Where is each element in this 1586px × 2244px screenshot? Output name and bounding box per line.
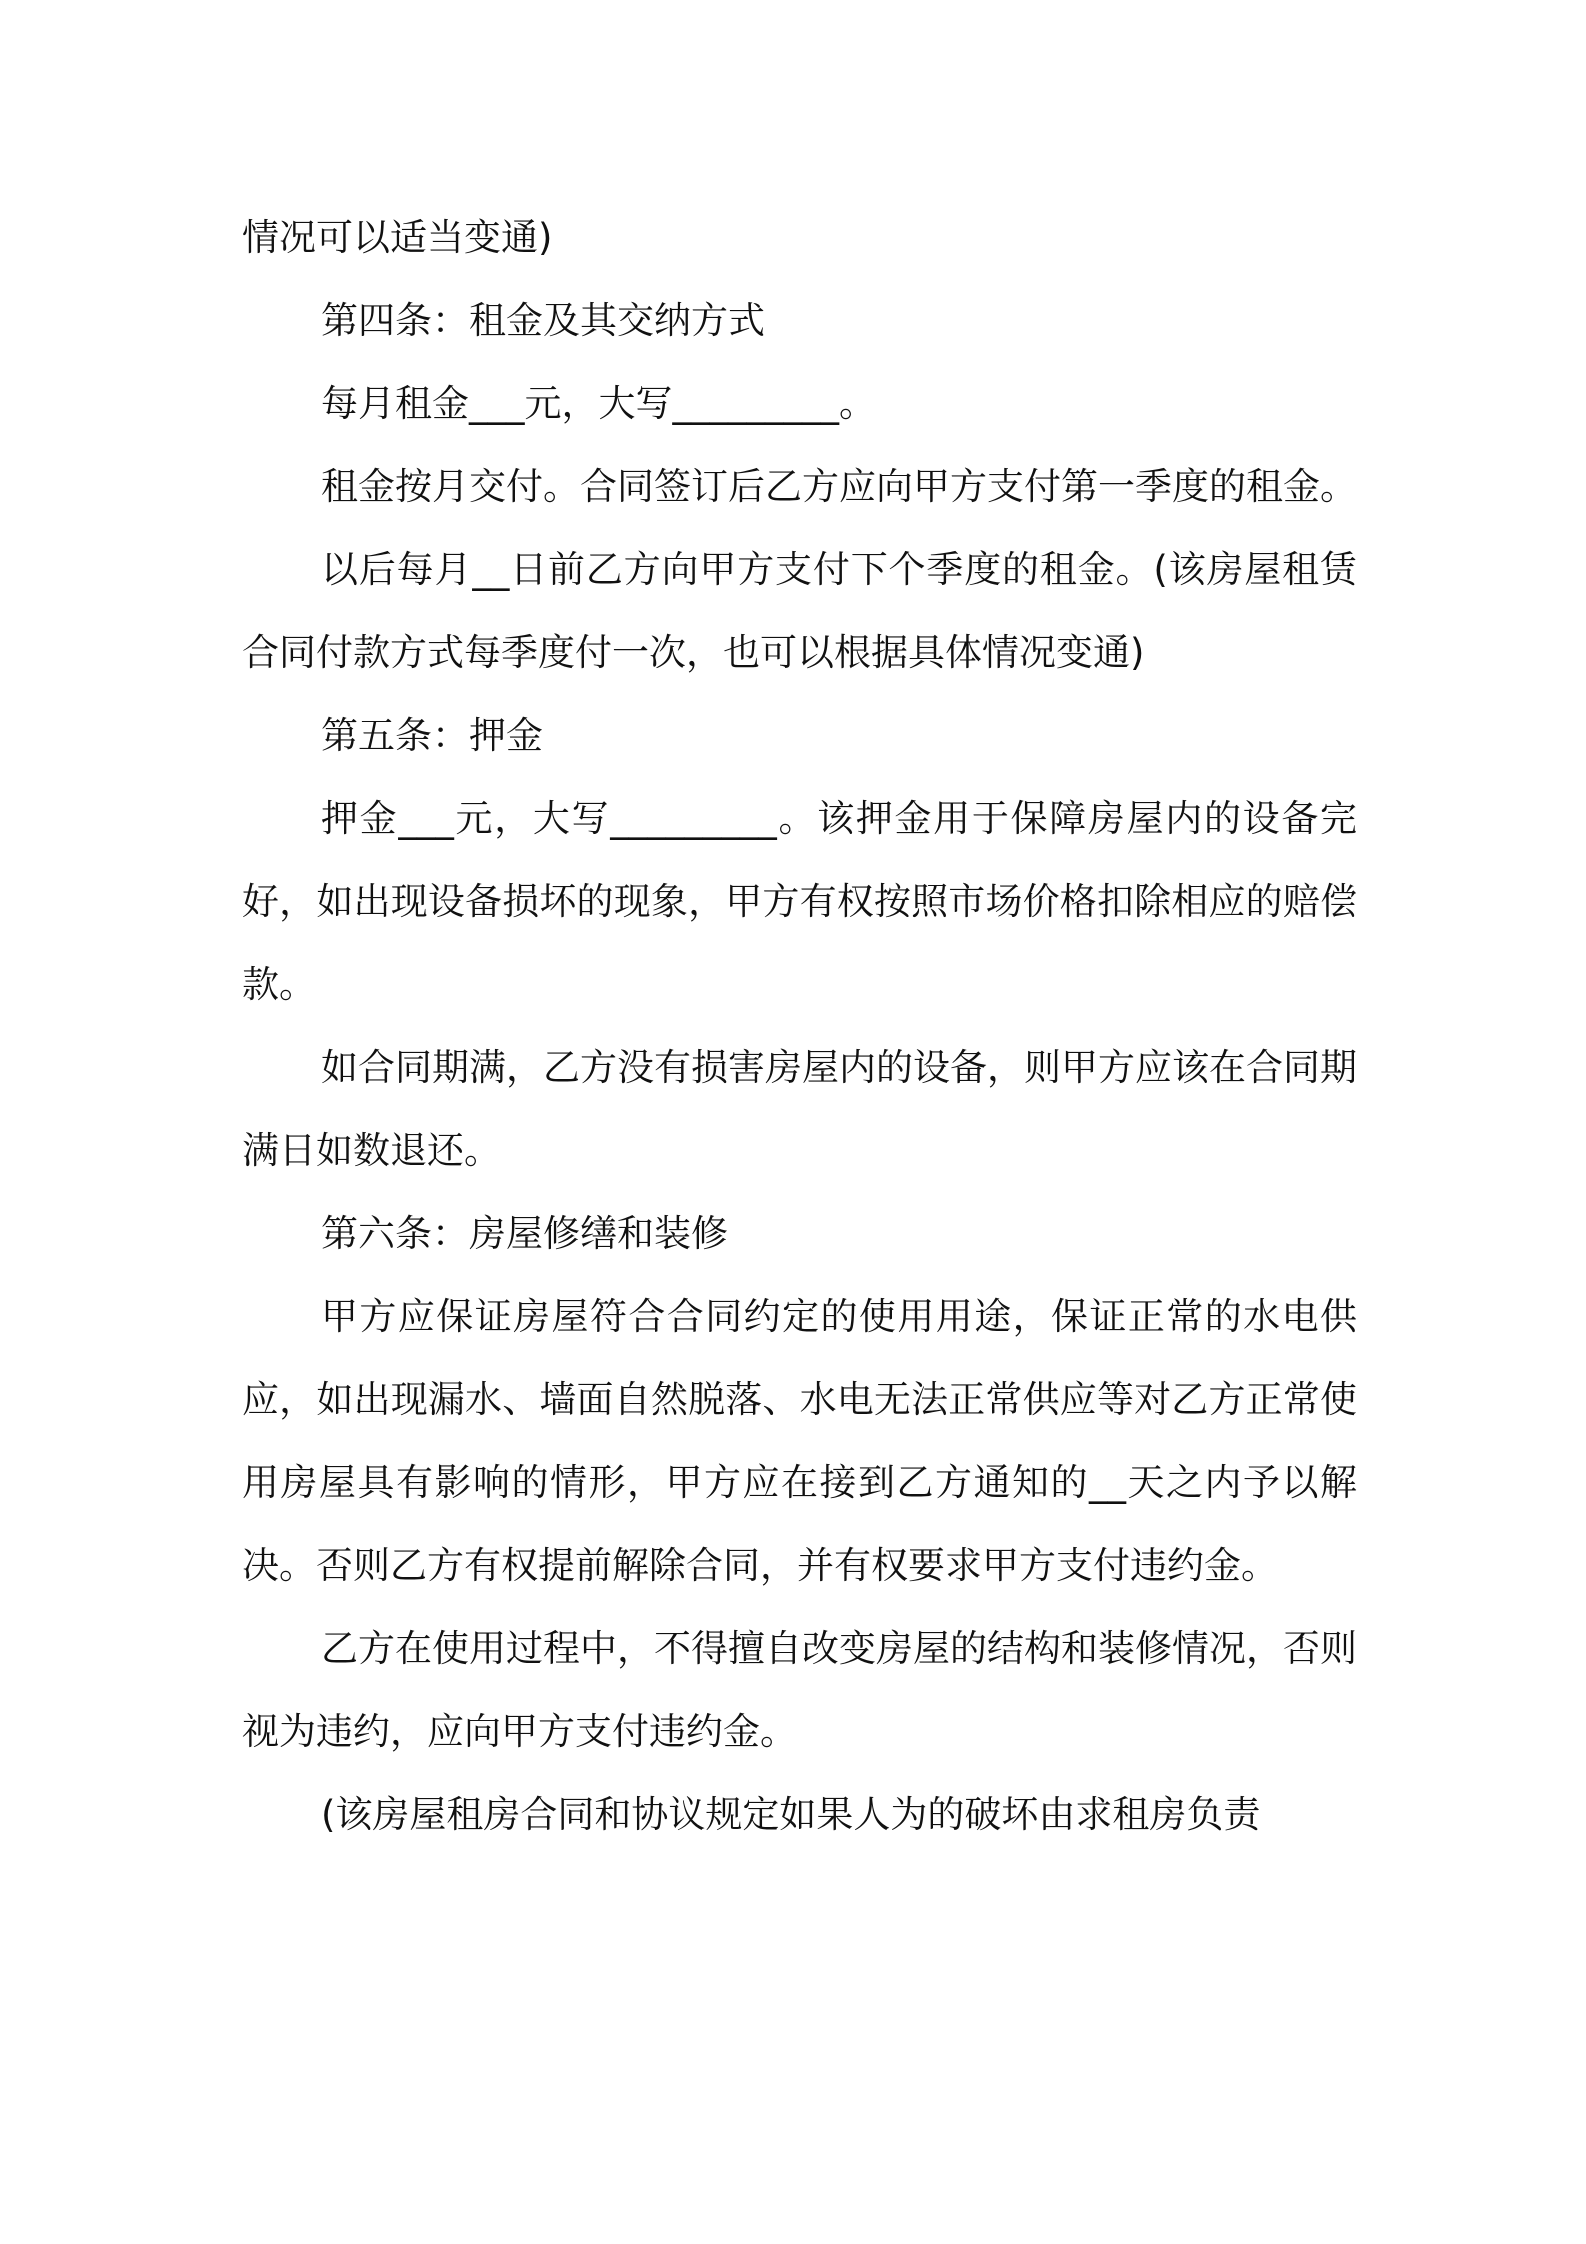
quarterly-payment-paragraph: 以后每月__日前乙方向甲方支付下个季度的租金。(该房屋租赁合同付款方式每季度付一次，也可以根据具体情况变通) bbox=[242, 548, 1357, 674]
deposit-paragraph: 押金___元，大写_________。该押金用于保障房屋内的设备完好，如出现设备损坏的现象，甲方有权按照市场价格扣除相应的赔偿款。 bbox=[242, 797, 1357, 1006]
rent-payment-paragraph: 租金按月交付。合同签订后乙方应向甲方支付第一季度的租金。 bbox=[321, 465, 1357, 508]
article-4-heading: 第四条：租金及其交纳方式 bbox=[321, 299, 765, 342]
article-5-heading: 第五条：押金 bbox=[321, 714, 543, 757]
monthly-rent-paragraph: 每月租金___元，大写_________。 bbox=[321, 382, 876, 425]
tenant-alteration-paragraph: 乙方在使用过程中，不得擅自改变房屋的结构和装修情况，否则视为违约，应向甲方支付违约金。 bbox=[242, 1627, 1357, 1753]
landlord-maintenance-paragraph: 甲方应保证房屋符合合同约定的使用用途，保证正常的水电供应，如出现漏水、墙面自然脱落、水电无法正常供应等对乙方正常使用房屋具有影响的情形，甲方应在接到乙方通知的__天之内予以解决。否则乙方有权提前解除合同，并有权要求甲方支付违约金。 bbox=[242, 1295, 1357, 1587]
article-6-heading: 第六条：房屋修缮和装修 bbox=[321, 1212, 728, 1255]
document-body bbox=[242, 196, 1357, 1856]
deposit-refund-paragraph: 如合同期满，乙方没有损害房屋内的设备，则甲方应该在合同期满日如数退还。 bbox=[242, 1046, 1357, 1172]
paragraph-continuation: 情况可以适当变通) bbox=[242, 216, 553, 259]
damage-responsibility-paragraph: (该房屋租房合同和协议规定如果人为的破坏由求租房负责 bbox=[321, 1793, 1261, 1836]
